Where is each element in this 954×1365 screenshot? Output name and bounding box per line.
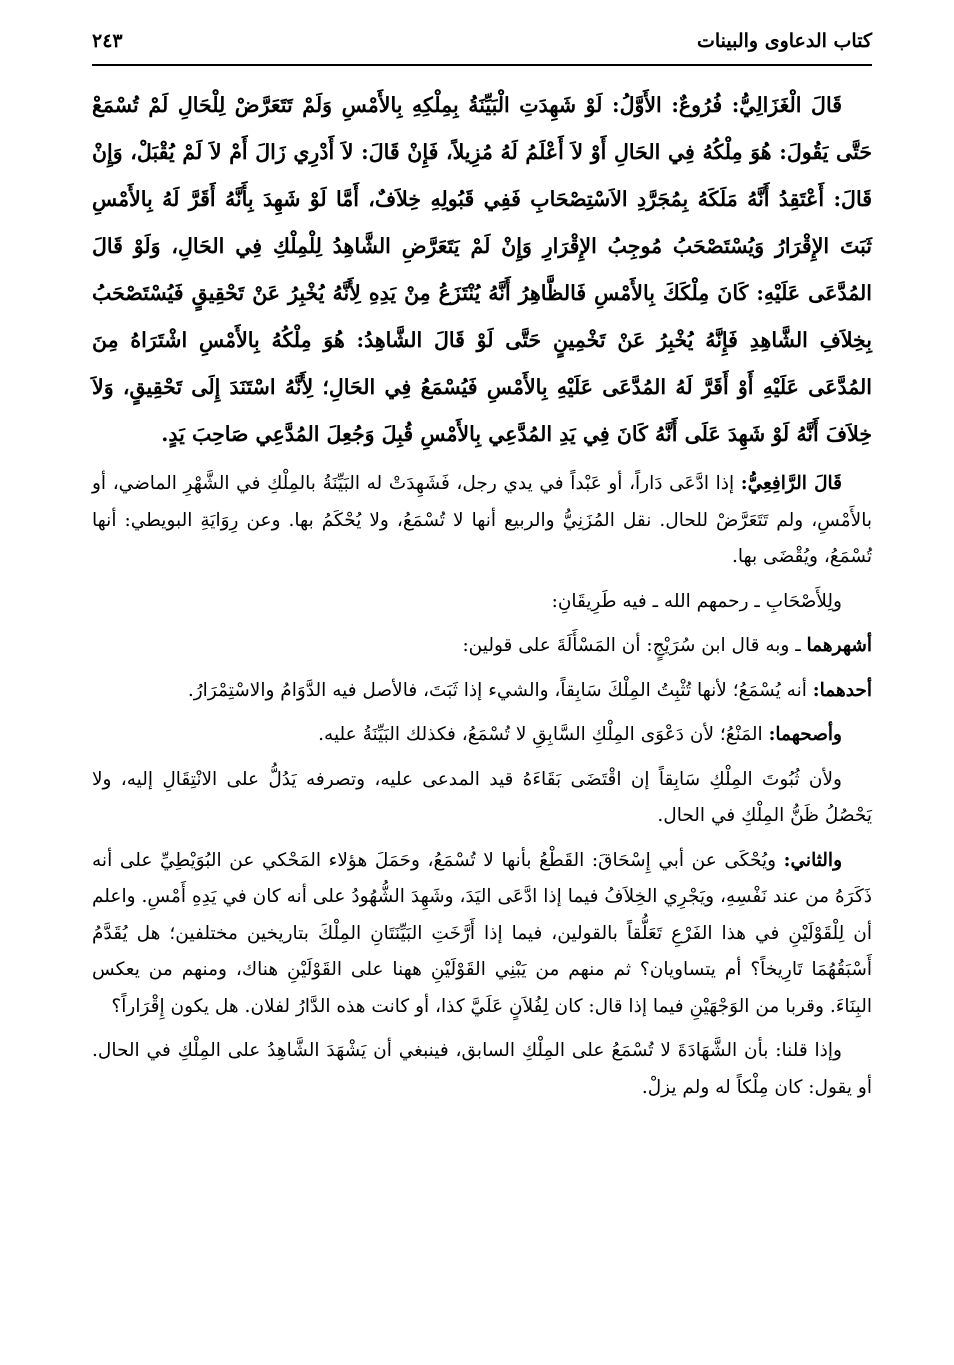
paragraph-lead: قَالَ الرَّافِعِيُّ: (740, 473, 842, 494)
text-paragraph (92, 466, 872, 576)
text-paragraph (92, 843, 872, 1026)
page-body (92, 82, 872, 1106)
text-paragraph (92, 1033, 872, 1106)
paragraph-body: إذا ادَّعَى دَاراً، أو عَبْداً في يدي رجل، فَشَهِدَتْ له البَيِّنَةُ بالمِلْكِ في الشَّهْرِ الماضي، أو بالأَمْسِ، ولم تَتَعَرَّضْ للحال. نقل المُزَنِيُّ والربيع أنها لا تُسْمَعُ، ولا يُحْكَمُ بها. وعن رِوَايَةِ البويطي: أنها تُسْمَعُ، ويُقْضَى بها. (92, 473, 872, 567)
paragraph-body: ولأن ثُبُوتَ المِلْكِ سَابِقاً إن اقْتَضَى بَقَاءَهُ قيد المدعى عليه، وتصرفه يَدُلُّ على الانْتِقَالِ إليه، ولا يَحْصُلُ ظَنُّ المِلْكِ في الحال. (92, 768, 872, 826)
paragraph-body: المَنْعُ؛ لأن دَعْوَى المِلْكِ السَّابِقِ لا تُسْمَعُ، فكذلك البَيِّنَةُ عليه. (318, 724, 769, 745)
text-paragraph (92, 717, 872, 754)
paragraph-body: وإذا قلنا: بأن الشَّهَادَةَ لا تُسْمَعُ على المِلْكِ السابق، فينبغي أن يَشْهَدَ الشَّاهِدُ على المِلْكِ في الحال. أو يقول: كان مِلْكاً له ولم يزلْ. (92, 1040, 872, 1098)
book-page (92, 20, 872, 1350)
text-paragraph (92, 628, 872, 665)
header-rule (92, 64, 872, 66)
text-paragraph (92, 584, 872, 621)
running-title: كتاب الدعاوى والبينات (696, 30, 872, 52)
paragraph-body: ولِلأَصْحَابِ ـ رحمهم الله ـ فيه طَرِيقَانِ: (551, 590, 842, 612)
paragraph-lead: أحدهما: (812, 679, 872, 701)
paragraph-lead: أشهرهما (806, 635, 872, 656)
paragraph-body: ويُحْكَى عن أبي إِسْحَاقَ: القَطْعُ بأنها لا تُسْمَعُ، وحَمَلَ هؤلاء المَحْكي عن البُوَيْطِيِّ على أنه ذَكَرَهُ من عند نَفْسِهِ، ويَجْرِي الخِلاَفُ فيما إذا ادَّعَى اليَدَ، وشَهِدَ الشُّهُودُ على أنه كان في يَدِهِ أَمْسِ. واعلم أن لِلْقَوْلَيْنِ في هذا الفَرْعِ تَعَلُّقاً بالقولين، فيما إذا أَرَّخَتِ البَيِّنَتَانِ المِلْكَ بتاريخين مختلفين؛ هل يُقَدَّمُ أَسْبَقُهُمَا تَارِيخاً؟ أم يتساويان؟ ثم منهم من يَبْنِي القَوْلَيْنِ ههنا على القَوْلَيْنِ هناك، ومنهم من يعكس البِنَاءَ. وقربا من الوَجْهَيْنِ فيما إذا قال: كان لِفُلاَنٍ عَلَيَّ كذا، أو كانت هذه الدَّارُ لفلان. هل يكون إِقْرَاراً؟ (92, 849, 872, 1017)
paragraph-body: أنه يُسْمَعُ؛ لأنها تُثْبِتُ المِلْكَ سَابِقاً، والشيء إذا ثَبَتَ، فالأصل فيه الدَّوَامُ والاسْتِمْرَارُ. (187, 679, 813, 701)
text-paragraph (92, 762, 872, 835)
ghazali-matn-paragraph: قَالَ الْغَزَالِيُّ: فُرُوعٌ: الأَوَّلُ: لَوْ شَهِدَتِ الْبَيِّنَةُ بِمِلْكِهِ بِالأَمْسِ وَلَمْ تَتَعَرَّضْ لِلْحَالِ لَمْ تُسْمَعْ حَتَّى يَقُولَ: هُوَ مِلْكُهُ فِي الحَالِ أَوْ لاَ أَعْلَمُ لَهُ مُزِيلاً، فَإِنْ قَالَ: لاَ أَدْرِي زَالَ أَمْ لاَ لَمْ يُقْبَلْ، وَإِنْ قَالَ: أَعْتَقِدُ أَنَّهُ مَلَكَهُ بِمُجَرَّدِ الاَسْتِصْحَابِ فَفِي قَبُولِهِ خِلاَفٌ، أَمَّا لَوْ شَهِدَ بِأَنَّهُ أَقَرَّ لَهُ بِالأَمْسِ ثَبَتَ الإِقْرَارُ وَيُسْتَصْحَبُ مُوجِبُ الإِقْرَارِ وَإِنْ لَمْ يَتَعَرَّضِ الشَّاهِدُ لِلْمِلْكِ فِي الحَالِ، وَلَوْ قَالَ المُدَّعَى عَلَيْهِ: كَانَ مِلْكَكَ بِالأَمْسِ فَالظَّاهِرُ أَنَّهُ يُنْتَزَعُ مِنْ يَدِهِ لِأَنَّهُ يُخْبِرُ عَنْ تَحْقِيقٍ فَيُسْتَصْحَبُ بِخِلاَفِ الشَّاهِدِ فَإِنَّهُ يُخْبِرُ عَنْ تَخْمِينٍ حَتَّى لَوْ قَالَ الشَّاهِدُ: هُوَ مِلْكُهُ بِالأَمْسِ اشْتَرَاهُ مِنَ المُدَّعَى عَلَيْهِ أَوْ أَقَرَّ لَهُ المُدَّعَى عَلَيْهِ بِالأَمْسِ فَيُسْمَعُ فِي الحَالِ؛ لِأَنَّهُ اسْتَنَدَ إِلَى تَحْقِيقٍ، وَلاَ خِلاَفَ أَنَّهُ لَوْ شَهِدَ عَلَى أَنَّهُ كَانَ فِي يَدِ المُدَّعِي بِالأَمْسِ قُبِلَ وَجُعِلَ المُدَّعِي صَاحِبَ يَدٍ. (92, 93, 872, 446)
page-number: ٢٤٣ (92, 30, 123, 52)
paragraph-lead: وأصحهما: (768, 724, 842, 745)
text-paragraph (92, 673, 872, 710)
paragraph-body: ـ وبه قال ابن سُرَيْجٍ: أن المَسْأَلَةَ على قولين: (462, 635, 807, 656)
page-header (92, 20, 872, 64)
paragraph-lead: والثاني: (783, 849, 842, 871)
